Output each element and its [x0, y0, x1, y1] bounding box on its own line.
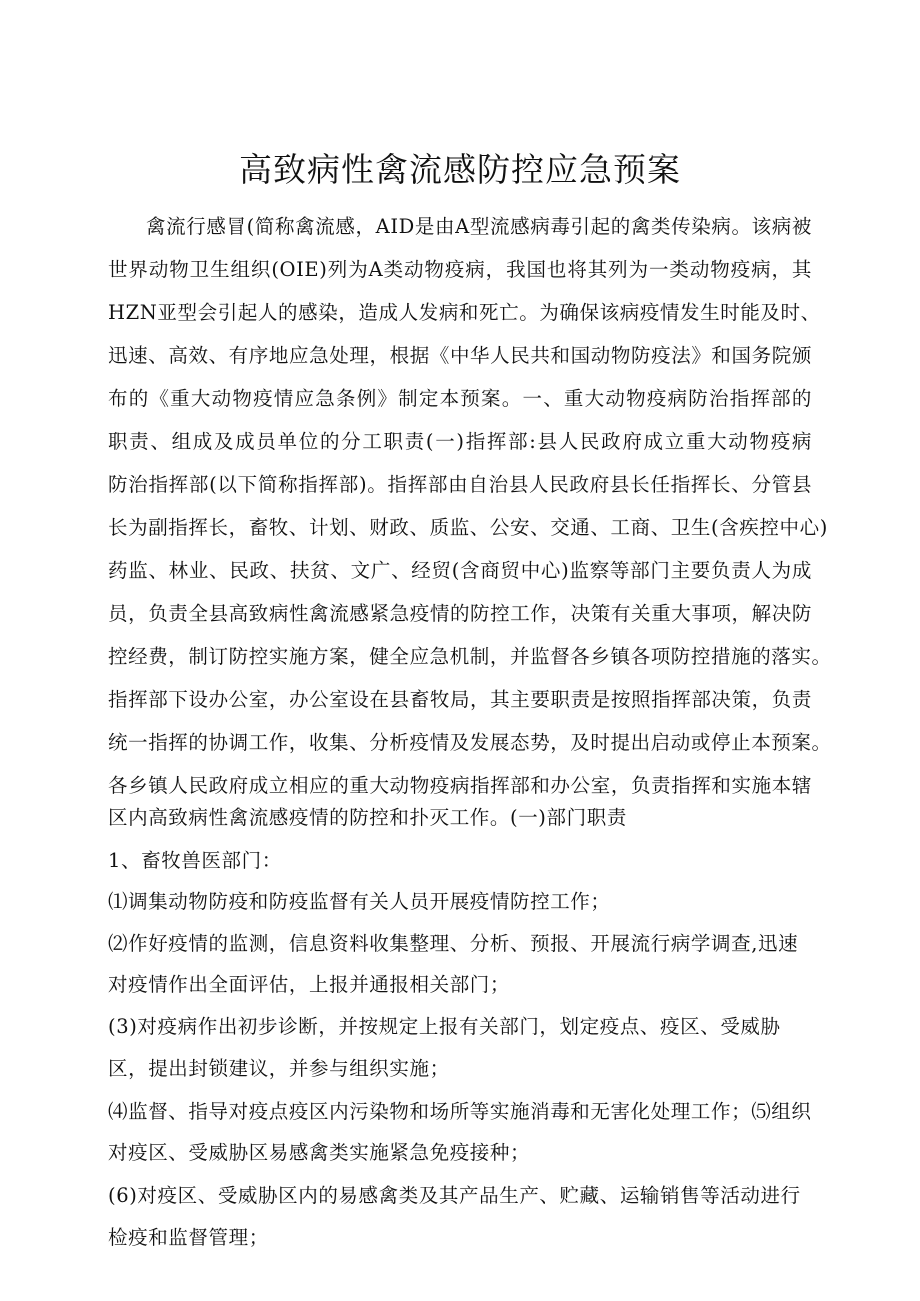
list-item: ⑵作好疫情的监测，信息资料收集整理、分析、预报、开展流行病学调查,迅速 [108, 932, 799, 955]
list-item: ⑷监督、指导对疫点疫区内污染物和场所等实施消毒和无害化处理工作；⑸组织 [108, 1100, 812, 1123]
list-item-continuation: 检疫和监督管理； [108, 1226, 269, 1249]
list-item: (6)对疫区、受威胁区内的易感禽类及其产品生产、贮藏、运输销售等活动进行 [108, 1184, 801, 1207]
paragraph-line: 职责、组成及成员单位的分工职责(一)指挥部:县人民政府成立重大动物疫病 [108, 430, 812, 453]
paragraph-line: 禽流行感冒(简称禽流感，AID是由A型流感病毒引起的禽类传染病。该病被 [146, 215, 812, 238]
list-item: (3)对疫病作出初步诊断，并按规定上报有关部门，划定疫点、疫区、受威胁 [108, 1015, 781, 1038]
paragraph-line: 员，负责全县高致病性禽流感紧急疫情的防控工作，决策有关重大事项，解决防 [108, 602, 812, 625]
paragraph-line: 药监、林业、民政、扶贫、文广、经贸(含商贸中心)监察等部门主要负责人为成 [108, 559, 812, 582]
paragraph-line: 统一指挥的协调工作，收集、分析疫情及发展态势，及时提出启动或停止本预案。 [108, 731, 832, 754]
paragraph-line: 防治指挥部(以下简称指挥部)。指挥部由自治县人民政府县长任指挥长、分管县 [108, 473, 812, 496]
paragraph-line: 控经费，制订防控实施方案，健全应急机制，并监督各乡镇各项防控措施的落实。 [108, 645, 832, 668]
list-item: ⑴调集动物防疫和防疫监督有关人员开展疫情防控工作； [108, 890, 611, 913]
paragraph-line: 长为副指挥长，畜牧、计划、财政、质监、公安、交通、工商、卫生(含疾控中心) [108, 516, 828, 539]
paragraph-line: 世界动物卫生组织(OIE)列为A类动物疫病，我国也将其列为一类动物疫病，其 [108, 258, 812, 281]
paragraph-line: HZN亚型会引起人的感染，造成人发病和死亡。为确保该病疫情发生时能及时、 [108, 301, 821, 324]
list-item-continuation: 对疫区、受威胁区易感禽类实施紧急免疫接种； [108, 1141, 531, 1164]
list-item-continuation: 区，提出封锁建议，并参与组织实施； [108, 1057, 450, 1080]
paragraph-line: 迅速、高效、有序地应急处理，根据《中华人民共和国动物防疫法》和国务院颁 [108, 344, 812, 367]
document-title: 高致病性禽流感防控应急预案 [239, 150, 681, 189]
list-item-continuation: 对疫情作出全面评估，上报并通报相关部门； [108, 973, 511, 996]
paragraph-line: 各乡镇人民政府成立相应的重大动物疫病指挥部和办公室，负责指挥和实施本辖 [108, 774, 812, 797]
paragraph-line: 指挥部下设办公室，办公室设在县畜牧局，其主要职责是按照指挥部决策，负责 [108, 688, 812, 711]
section-heading: 1、畜牧兽医部门： [108, 849, 282, 872]
paragraph-line: 区内高致病性禽流感疫情的防控和扑灭工作。(一)部门职责 [108, 806, 627, 829]
paragraph-line: 布的《重大动物疫情应急条例》制定本预案。一、重大动物疫病防治指挥部的 [108, 387, 812, 410]
